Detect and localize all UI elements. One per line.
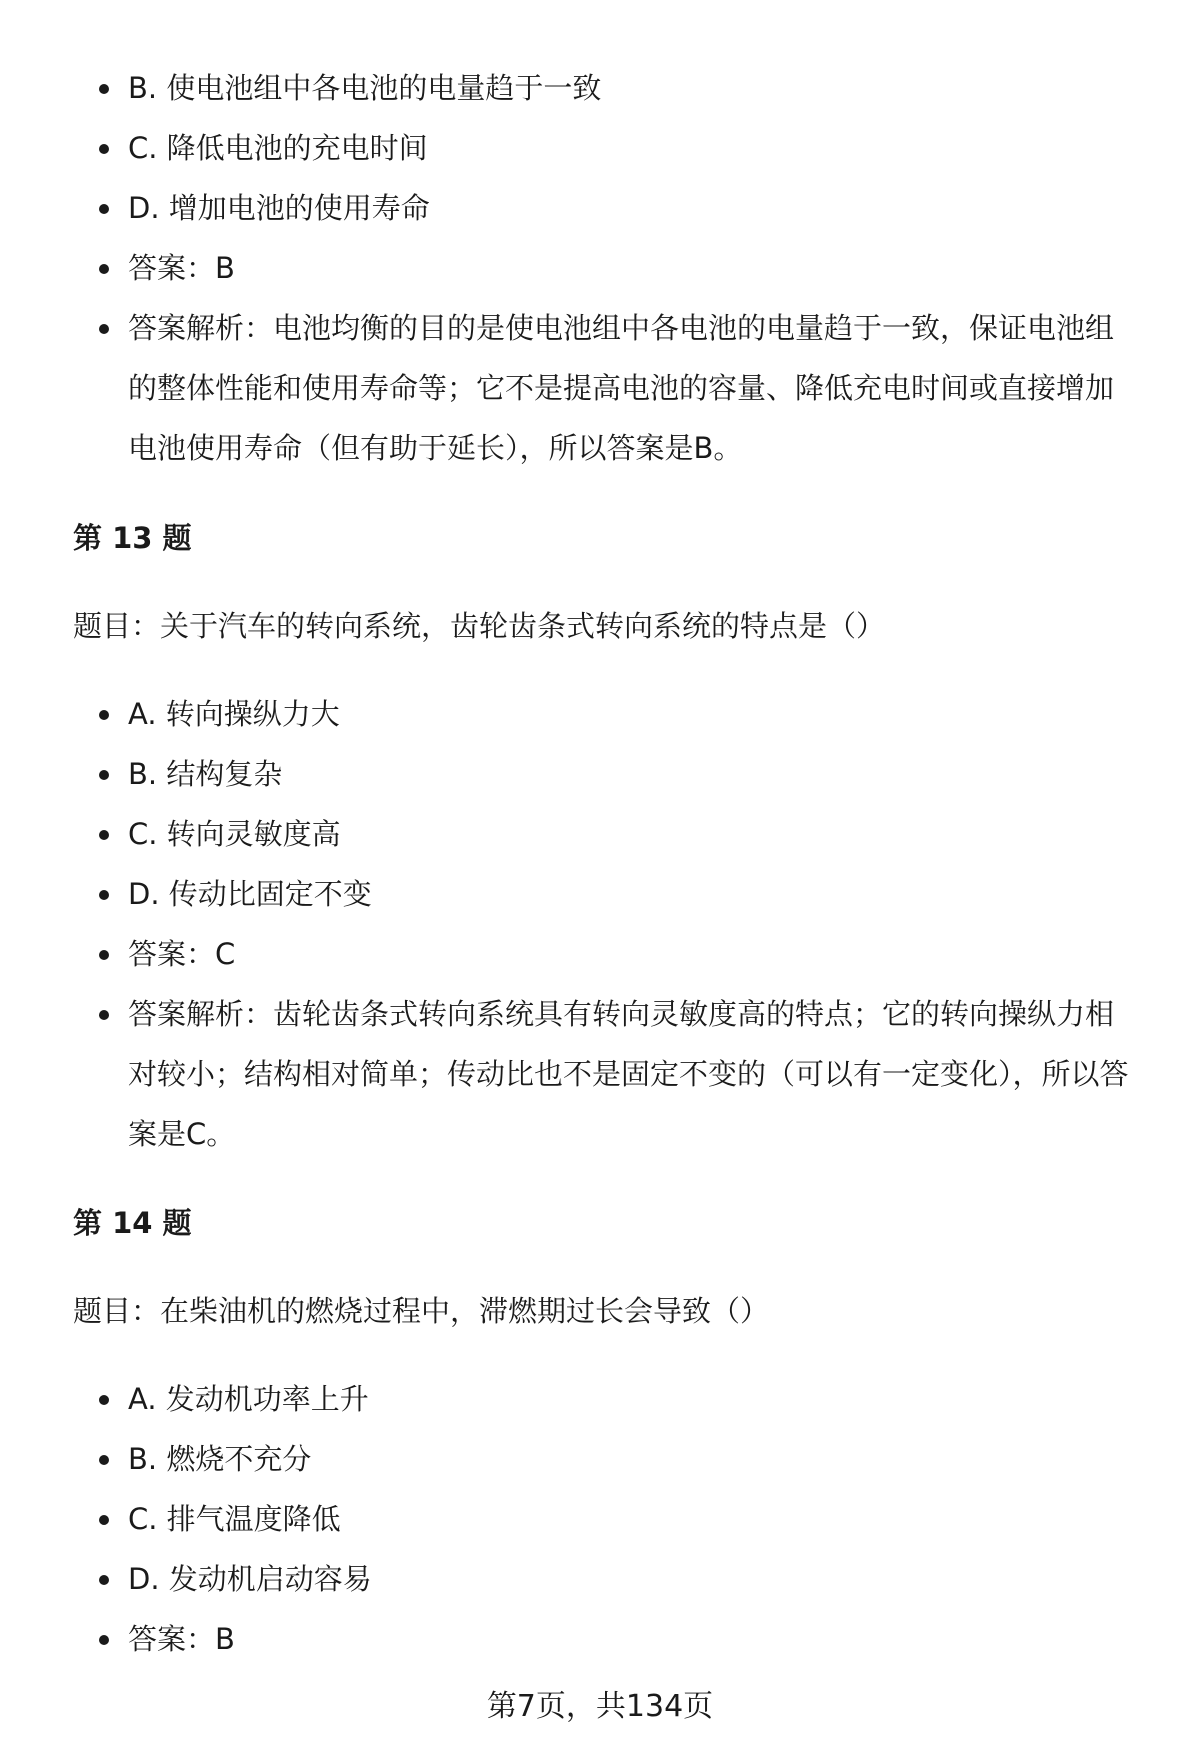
q12-answer: 答案：B [0, 238, 1200, 298]
q13-heading: 第 13 题 [73, 521, 192, 555]
q13-option-a: A. 转向操纵力大 [0, 684, 1200, 744]
q12-option-b: B. 使电池组中各电池的电量趋于一致 [0, 58, 1200, 118]
page-number-footer: 第7页，共134页 [486, 1689, 714, 1724]
q14-option-list [0, 1369, 1200, 1669]
q13-option-c: C. 转向灵敏度高 [0, 804, 1200, 864]
q13-analysis: 答案解析：齿轮齿条式转向系统具有转向灵敏度高的特点；它的转向操纵力相对较小；结构相对简单；传动比也不是固定不变的（可以有一定变化），所以答案是C。 [0, 984, 1200, 1164]
q13-option-b: B. 结构复杂 [0, 744, 1200, 804]
q12-option-c: C. 降低电池的充电时间 [0, 118, 1200, 178]
q14-question: 题目：在柴油机的燃烧过程中，滞燃期过长会导致（） [73, 1294, 770, 1328]
q14-answer: 答案：B [0, 1609, 1200, 1669]
q12-option-d: D. 增加电池的使用寿命 [0, 178, 1200, 238]
q13-option-d: D. 传动比固定不变 [0, 864, 1200, 924]
q14-heading: 第 14 题 [73, 1206, 192, 1240]
q14-option-c: C. 排气温度降低 [0, 1489, 1200, 1549]
q14-option-d: D. 发动机启动容易 [0, 1549, 1200, 1609]
q14-option-b: B. 燃烧不充分 [0, 1429, 1200, 1489]
q13-answer: 答案：C [0, 924, 1200, 984]
q13-option-list [0, 684, 1200, 1164]
q12-option-list [0, 58, 1200, 478]
q14-option-a: A. 发动机功率上升 [0, 1369, 1200, 1429]
q12-analysis: 答案解析：电池均衡的目的是使电池组中各电池的电量趋于一致，保证电池组的整体性能和使用寿命等；它不是提高电池的容量、降低充电时间或直接增加电池使用寿命（但有助于延长），所以答案是B。 [0, 298, 1200, 478]
q13-question: 题目：关于汽车的转向系统，齿轮齿条式转向系统的特点是（） [73, 609, 886, 643]
